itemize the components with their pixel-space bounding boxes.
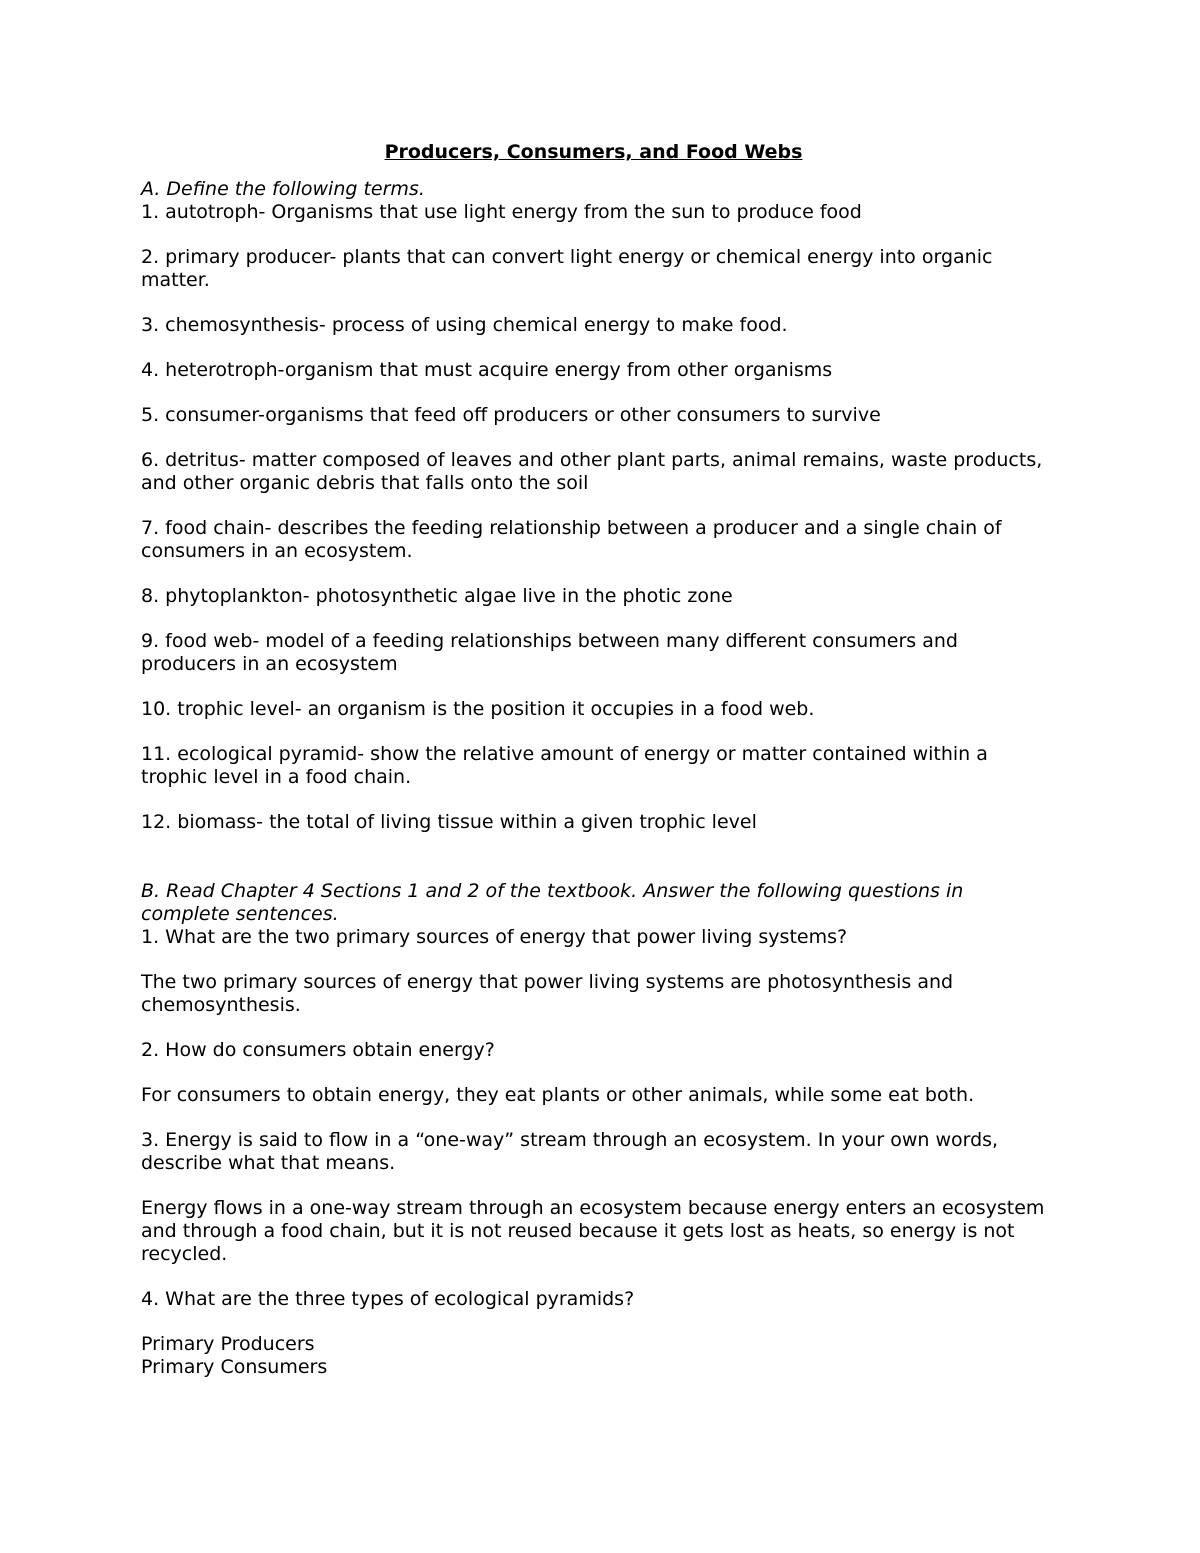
- answer-4-line-2: Primary Consumers: [141, 1356, 328, 1378]
- answer-2: For consumers to obtain energy, they eat plants or other animals, while some eat both.: [141, 1084, 975, 1106]
- term-food-chain: 7. food chain- describes the feeding relationship between a producer and a single chain of consumers in an ecosystem.: [141, 517, 1002, 562]
- question-3: 3. Energy is said to flow in a “one-way” stream through an ecosystem. In your own words, describe what that means.: [141, 1129, 999, 1174]
- section-a: [141, 178, 1046, 834]
- answer-3: Energy flows in a one-way stream through an ecosystem because energy enters an ecosystem and through a food chain, but it is not reused because it gets lost as heats, so energy is not recycled.: [141, 1197, 1045, 1265]
- question-2: 2. How do consumers obtain energy?: [141, 1039, 495, 1061]
- term-autotroph: 1. autotroph- Organisms that use light energy from the sun to produce food: [141, 201, 862, 223]
- term-food-web: 9. food web- model of a feeding relationships between many different consumers and producers in an ecosystem: [141, 630, 958, 675]
- term-trophic-level: 10. trophic level- an organism is the position it occupies in a food web.: [141, 698, 815, 720]
- section-b-heading: B. Read Chapter 4 Sections 1 and 2 of the textbook. Answer the following questions in complete sentences.: [141, 880, 964, 925]
- term-phytoplankton: 8. phytoplankton- photosynthetic algae live in the photic zone: [141, 585, 733, 607]
- question-1: 1. What are the two primary sources of energy that power living systems?: [141, 926, 848, 948]
- document-page: [141, 139, 1046, 1379]
- section-a-heading: A. Define the following terms.: [141, 178, 425, 200]
- term-primary-producer: 2. primary producer- plants that can convert light energy or chemical energy into organic matter.: [141, 246, 993, 291]
- answer-1: The two primary sources of energy that power living systems are photosynthesis and chemosynthesis.: [141, 971, 954, 1016]
- term-heterotroph: 4. heterotroph-organism that must acquire energy from other organisms: [141, 359, 833, 381]
- section-b: [141, 880, 1046, 1379]
- term-ecological-pyramid: 11. ecological pyramid- show the relative amount of energy or matter contained within a trophic level in a food chain.: [141, 743, 988, 788]
- term-detritus: 6. detritus- matter composed of leaves and other plant parts, animal remains, waste products, and other organic debris that falls onto the soil: [141, 449, 1043, 494]
- term-biomass: 12. biomass- the total of living tissue within a given trophic level: [141, 811, 757, 833]
- term-chemosynthesis: 3. chemosynthesis- process of using chemical energy to make food.: [141, 314, 788, 336]
- answer-4-line-1: Primary Producers: [141, 1333, 315, 1355]
- document-title: Producers, Consumers, and Food Webs: [384, 141, 803, 163]
- question-4: 4. What are the three types of ecological pyramids?: [141, 1288, 635, 1310]
- term-consumer: 5. consumer-organisms that feed off producers or other consumers to survive: [141, 404, 881, 426]
